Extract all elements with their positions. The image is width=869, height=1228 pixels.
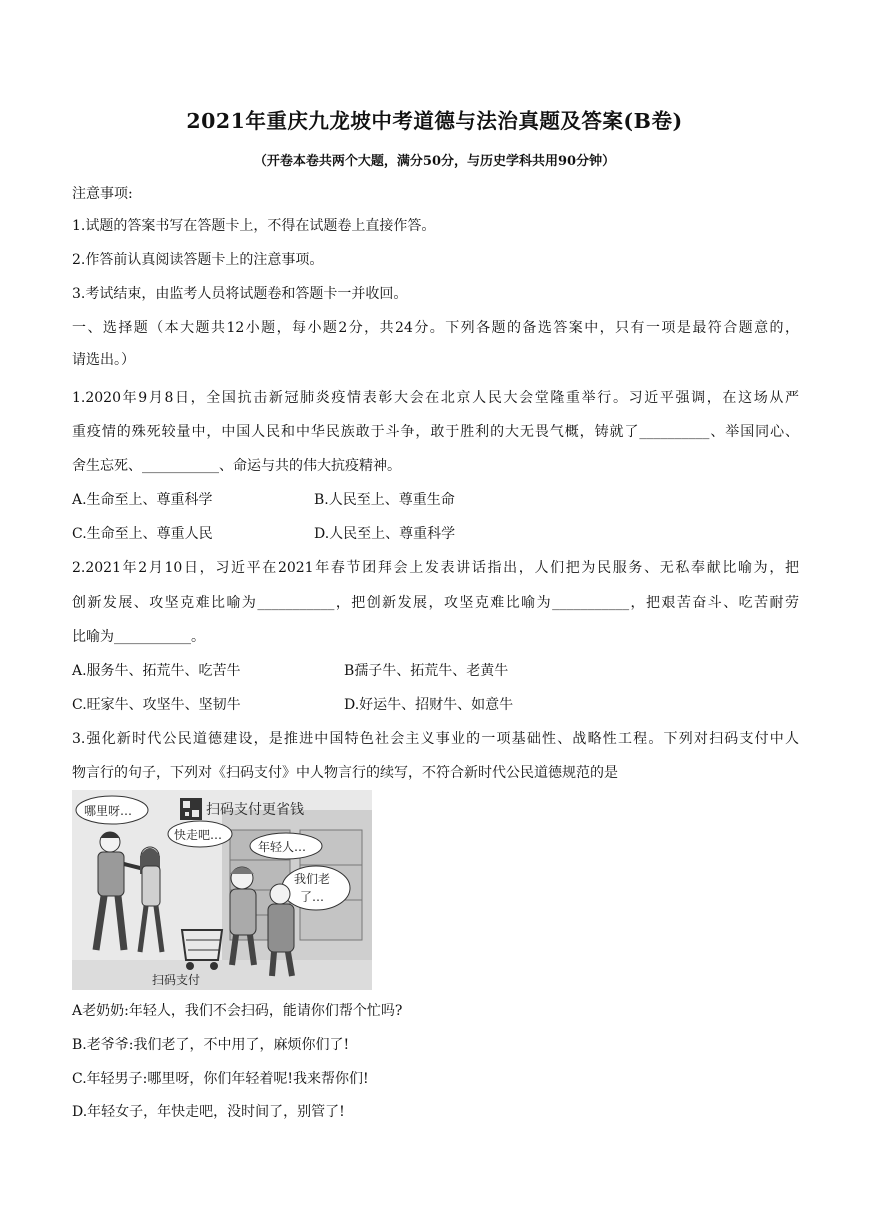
q3-stem-line-2: 物言行的句子，下列对《扫码支付》中人物言行的续写，不符合新时代公民道德规范的是 — [72, 765, 618, 781]
q1-stem-line-1: 1.2020年9月8日，全国抗击新冠肺炎疫情表彰大会在北京人民大会堂隆重举行。习近平强调，在这场从严 — [72, 390, 799, 406]
section-instructions-cont: 请选出。） — [72, 352, 135, 368]
q1-stem-line-2: 重疫情的殊死较量中，中国人民和中华民族敢于斗争，敢于胜利的大无畏气概，铸就了__________、举国同心、 — [72, 424, 799, 440]
q2-stem-line-2: 创新发展、攻坚克难比喻为___________，把创新发展，攻坚克难比喻为___________，把艰苦奋斗、吃苦耐劳 — [72, 595, 799, 611]
cartoon-caption: 扫码支付 — [152, 973, 201, 987]
q1-stem-line-3: 舍生忘死、___________、命运与共的伟大抗疫精神。 — [72, 458, 401, 474]
speech-bubble-woman — [168, 821, 232, 847]
bubble-woman-text: 快走吧… — [174, 828, 223, 842]
scan-pay-cartoon — [72, 790, 372, 990]
q3-stem-line-1: 3.强化新时代公民道德建设，是推进中国特色社会主义事业的一项基础性、战略性工程。下列对扫码支付中人 — [72, 731, 799, 747]
notes-heading: 注意事项: — [72, 186, 133, 202]
page-subtitle: （开卷本卷共两个大题，满分50分，与历史学科共用90分钟） — [253, 154, 616, 169]
q2-option-b: B孺子牛、拓荒牛、老黄牛 — [344, 663, 509, 679]
speech-bubble-grandma — [250, 833, 322, 859]
q3-option-d: D.年轻女子，年快走吧，没时间了，别管了! — [72, 1104, 345, 1120]
q3-option-c: C.年轻男子:哪里呀，你们年轻着呢!我来帮你们! — [72, 1071, 369, 1087]
bubble-grandma-text: 年轻人… — [258, 840, 307, 854]
q3-option-a: A老奶奶:年轻人，我们不会扫码，能请你们帮个忙吗? — [72, 1003, 403, 1019]
speech-bubble-grandpa — [282, 866, 350, 910]
qr-code-icon — [180, 798, 202, 820]
section-instructions: 一、选择题（本大题共12小题，每小题2分，共24分。下列各题的备选答案中，只有一项是最符合题意的， — [72, 320, 799, 336]
q2-stem-line-1: 2.2021年2月10日，习近平在2021年春节团拜会上发表讲话指出，人们把为民服务、无私奉献比喻为，把 — [72, 560, 799, 576]
q3-option-b: B.老爷爷:我们老了，不中用了，麻烦你们了! — [72, 1037, 350, 1053]
q2-option-d: D.好运牛、招财牛、如意牛 — [344, 697, 514, 713]
q1-option-c: C.生命至上、尊重人民 — [72, 526, 213, 542]
note-item-3: 3.考试结束，由监考人员将试题卷和答题卡一并收回。 — [72, 286, 408, 302]
q1-option-a: A.生命至上、尊重科学 — [72, 492, 213, 508]
bubble-grandpa-text-2: 了… — [300, 890, 325, 904]
q1-option-d: D.人民至上、尊重科学 — [314, 526, 456, 542]
speech-bubble-man — [76, 796, 148, 824]
bubble-man-text: 哪里呀… — [84, 804, 133, 818]
bubble-grandpa-text-1: 我们老 — [294, 872, 331, 886]
note-item-1: 1.试题的答案书写在答题卡上，不得在试题卷上直接作答。 — [72, 218, 436, 234]
note-item-2: 2.作答前认真阅读答题卡上的注意事项。 — [72, 252, 324, 268]
q2-option-a: A.服务牛、拓荒牛、吃苦牛 — [72, 663, 241, 679]
banner-text: 扫码支付更省钱 — [206, 802, 304, 818]
q2-option-c: C.旺家牛、攻坚牛、坚韧牛 — [72, 697, 241, 713]
page-title: 2021年重庆九龙坡中考道德与法治真题及答案(B卷) — [186, 109, 683, 133]
q1-option-b: B.人民至上、尊重生命 — [314, 492, 455, 508]
q2-stem-line-3: 比喻为___________。 — [72, 629, 205, 645]
